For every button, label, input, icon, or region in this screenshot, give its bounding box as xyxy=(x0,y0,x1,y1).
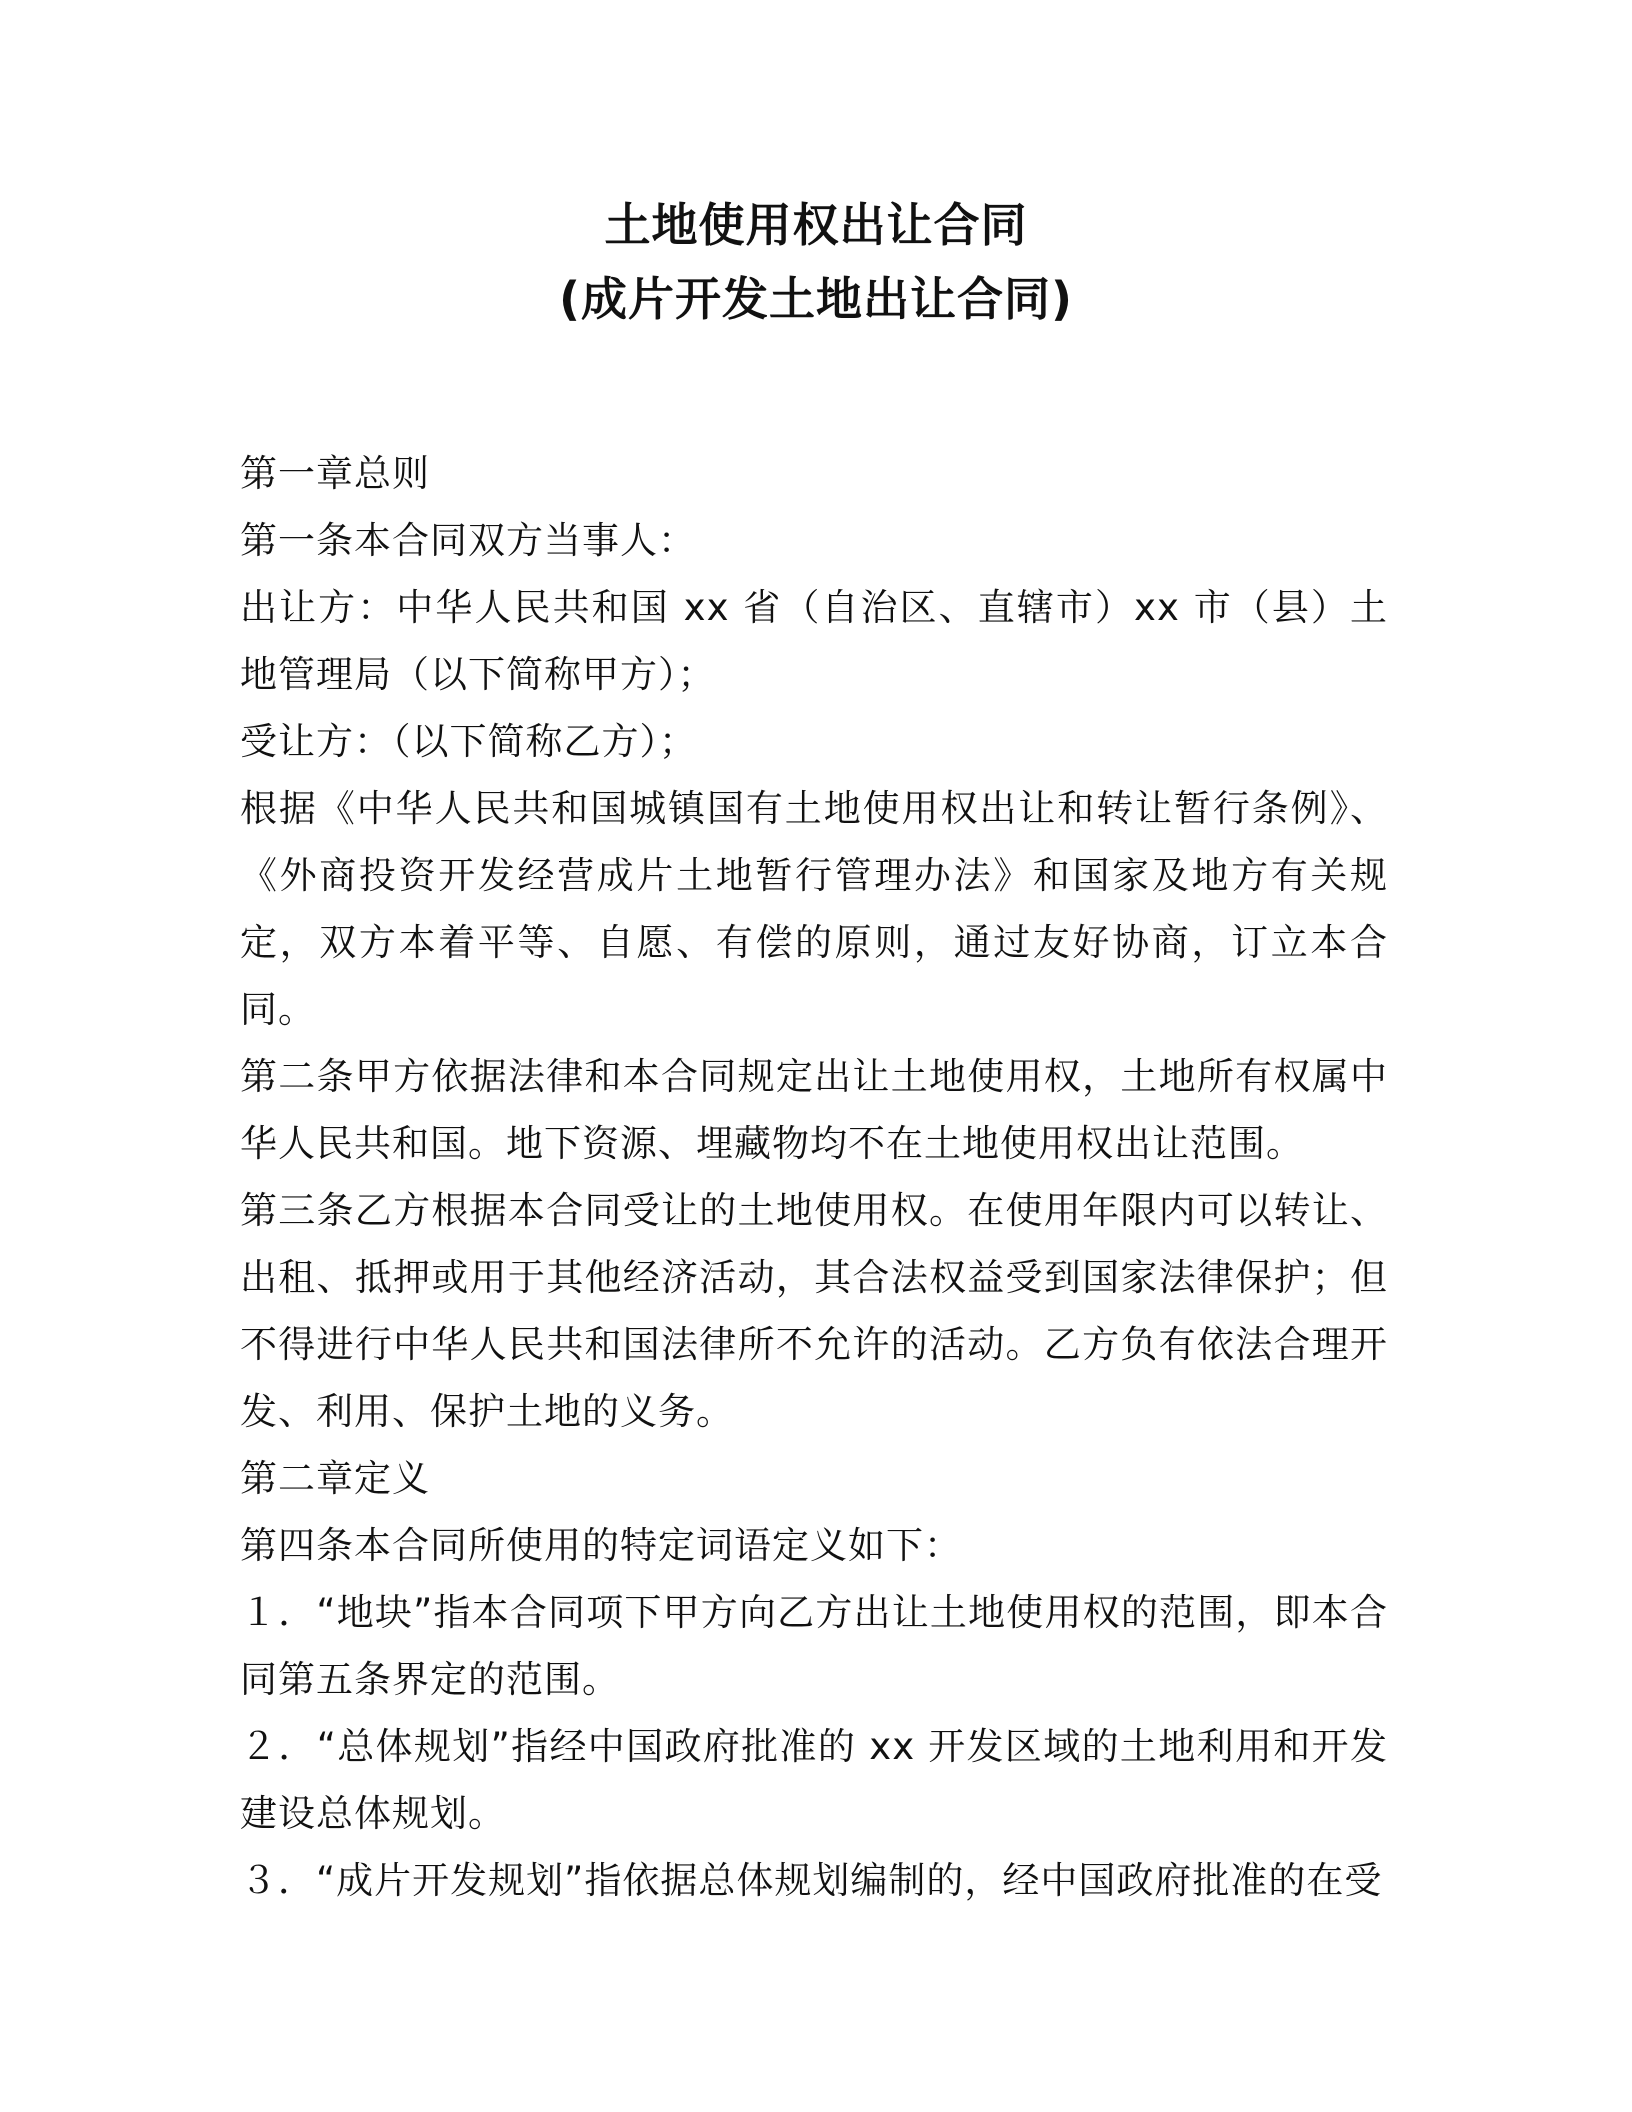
definition-item: ３．“成片开发规划”指依据总体规划编制的，经中国政府批准的在受 xyxy=(240,1859,1383,1902)
body-paragraph: 根据《中华人民共和国城镇国有土地使用权出让和转让暂行条例》、《外商投资开发经营成片土地暂行管理办法》和国家及地方有关规定，双方本着平等、自愿、有偿的原则，通过友好协商，订立本合同。 xyxy=(240,787,1388,1031)
article-paragraph: 第二条甲方依据法律和本合同规定出让土地使用权，土地所有权属中华人民共和国。地下资源、埋藏物均不在土地使用权出让范围。 xyxy=(240,1055,1388,1165)
document-title-block xyxy=(0,188,1632,336)
definition-item: １．“地块”指本合同项下甲方向乙方出让土地使用权的范围，即本合同第五条界定的范围。 xyxy=(240,1591,1388,1701)
chapter-heading: 第二章定义 xyxy=(240,1457,430,1500)
party-paragraph: 受让方：（以下简称乙方）； xyxy=(240,720,697,763)
party-paragraph: 出让方：中华人民共和国 xx 省（自治区、直辖市）xx 市（县）土地管理局（以下简称甲方）； xyxy=(240,586,1388,696)
document-body xyxy=(240,440,1388,1914)
article-paragraph: 第四条本合同所使用的特定词语定义如下： xyxy=(240,1524,962,1567)
chapter-heading: 第一章总则 xyxy=(240,452,430,495)
article-paragraph: 第三条乙方根据本合同受让的土地使用权。在使用年限内可以转让、出租、抵押或用于其他经济活动，其合法权益受到国家法律保护；但不得进行中华人民共和国法律所不允许的活动。乙方负有依法合理开发、利用、保护土地的义务。 xyxy=(240,1189,1388,1433)
document-title: 土地使用权出让合同 xyxy=(604,198,1028,252)
document-subtitle: (成片开发土地出让合同) xyxy=(558,272,1074,326)
article-paragraph: 第一条本合同双方当事人： xyxy=(240,519,696,562)
definition-item: ２．“总体规划”指经中国政府批准的 xx 开发区域的土地利用和开发建设总体规划。 xyxy=(240,1725,1388,1835)
